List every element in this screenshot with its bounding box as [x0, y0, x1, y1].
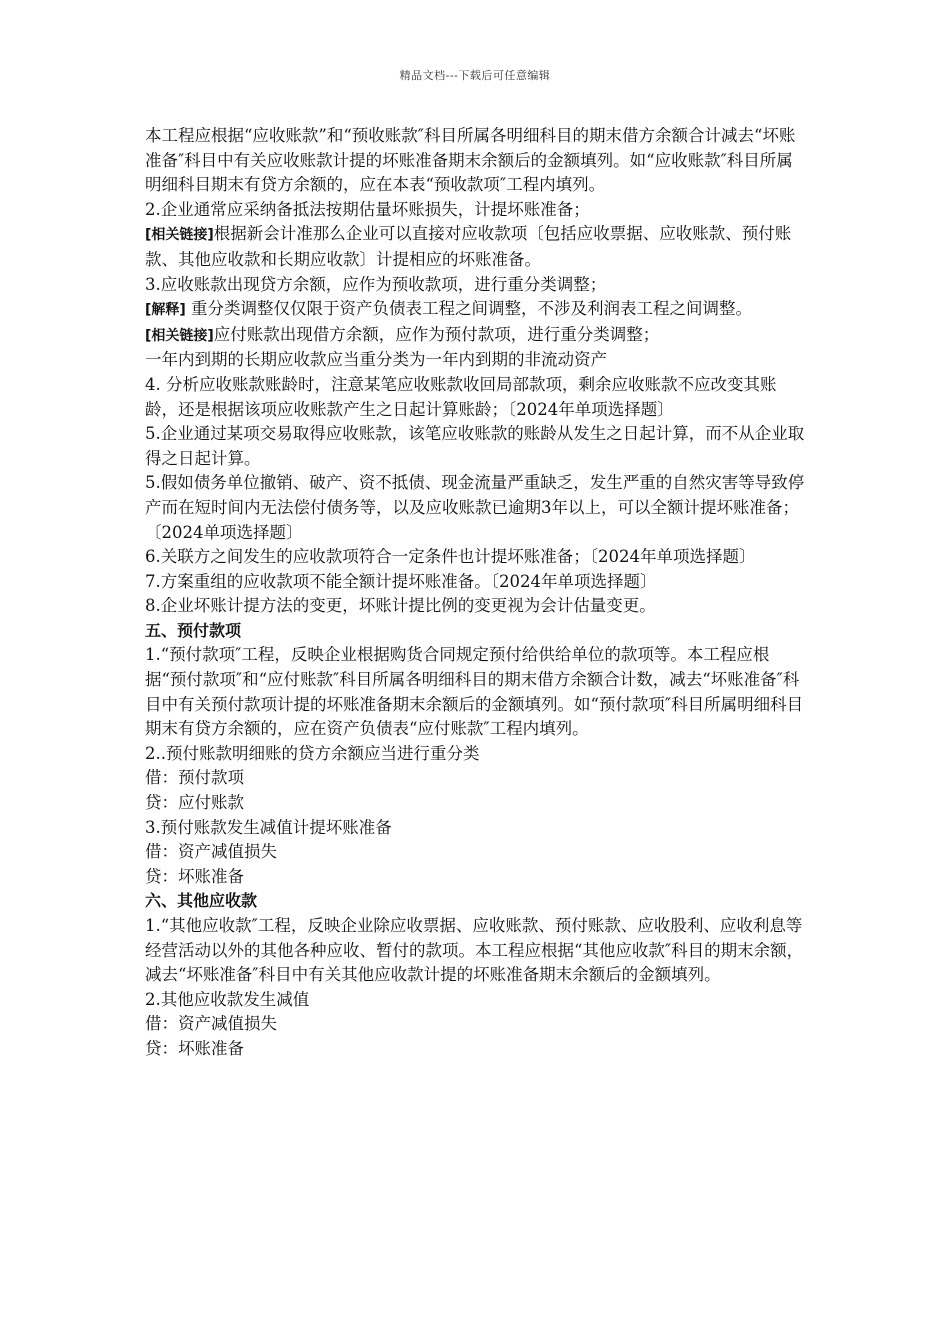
paragraph: 2..预付账款明细账的贷方余额应当进行重分类 [145, 743, 480, 763]
journal-debit: 借：资产减值损失 [145, 842, 277, 862]
section-heading: 六、其他应收款 [145, 891, 258, 911]
paragraph: [相关链接]应付账款出现借方余额，应作为预付款项，进行重分类调整； [145, 324, 660, 344]
paragraph: 3.应收账款出现贷方余额，应作为预收款项，进行重分类调整； [145, 274, 607, 294]
document-body [145, 124, 809, 1062]
journal-credit: 贷：坏账准备 [145, 1038, 244, 1058]
paragraph: 一年内到期的长期应收款应当重分类为一年内到期的非流动资产 [145, 350, 607, 370]
related-link-tag: [相关链接] [145, 227, 214, 244]
journal-debit: 借：预付款项 [145, 768, 244, 788]
paragraph: 5.假如债务单位撤销、破产、资不抵债、现金流量严重缺乏，发生严重的自然灾害等导致停产而在短时间内无法偿付债务等，以及应收账款已逾期3年以上，可以全额计提坏账准备；〔2024单项选择题〕 [145, 473, 805, 542]
journal-credit: 贷：应付账款 [145, 793, 244, 813]
journal-debit: 借：资产减值损失 [145, 1014, 277, 1034]
paragraph: 2.其他应收款发生减值 [145, 989, 310, 1009]
paragraph: [解释] 重分类调整仅仅限于资产负债表工程之间调整，不涉及利润表工程之间调整。 [145, 299, 753, 319]
paragraph: 6.关联方之间发生的应收款项符合一定条件也计提坏账准备；〔2024年单项选择题〕 [145, 547, 756, 567]
paragraph: 4. 分析应收账款账龄时，注意某笔应收账款收回局部款项，剩余应收账款不应改变其账龄，还是根据该项应收账款产生之日起计算账龄；〔2024年单项选择题〕 [145, 374, 777, 419]
paragraph: 1.“其他应收款″工程，反映企业除应收票据、应收账款、预付账款、应收股利、应收利息等经营活动以外的其他各种应收、暂付的款项。本工程应根据“其他应收款″科目的期末余额，减去“坏账准备″科目中有关其他应收款计提的坏账准备期末余额后的金额填列。 [145, 916, 804, 985]
section-heading: 五、预付款项 [145, 620, 242, 640]
paragraph: [相关链接]根据新会计准那么企业可以直接对应收款项〔包括应收票据、应收账款、预付账款、其他应收款和长期应收款〕计提相应的坏账准备。 [145, 224, 792, 269]
page-header: 精品文档---下载后可任意编辑 [399, 69, 551, 82]
paragraph: 1.“预付款项″工程，反映企业根据购货合同规定预付给供给单位的款项等。本工程应根据“预付款项″和“应付账款″科目所属各明细科目的期末借方余额合计数，减去“坏账准备″科目中有关预付款项计提的坏账准备期末余额后的金额填列。如“预付款项″科目所属明细科目期末有贷方余额的，应在资产负债表“应付账款″工程内填列。 [145, 645, 804, 739]
journal-credit: 贷：坏账准备 [145, 866, 244, 886]
paragraph: 7.方案重组的应收款项不能全额计提坏账准备。〔2024年单项选择题〕 [145, 571, 657, 591]
paragraph: 本工程应根据“应收账款”和“预收账款″科目所属各明细科目的期末借方余额合计减去“坏账准备″科目中有关应收账款计提的坏账准备期末余额后的金额填列。如“应收账款″科目所属明细科目期末有贷方余额的，应在本表“预收款项″工程内填列。 [145, 126, 796, 195]
paragraph: 5.企业通过某项交易取得应收账款，该笔应收账款的账龄从发生之日起计算，而不从企业取得之日起计算。 [145, 424, 805, 468]
paragraph: 8.企业坏账计提方法的变更，坏账计提比例的变更视为会计估量变更。 [145, 596, 656, 616]
related-link-tag: [相关链接] [145, 327, 214, 344]
paragraph: 3.预付账款发生减值计提坏账准备 [145, 817, 392, 837]
explanation-tag: [解释] [145, 302, 186, 319]
paragraph: 2.企业通常应采纳备抵法按期估量坏账损失，计提坏账准备； [145, 199, 590, 219]
